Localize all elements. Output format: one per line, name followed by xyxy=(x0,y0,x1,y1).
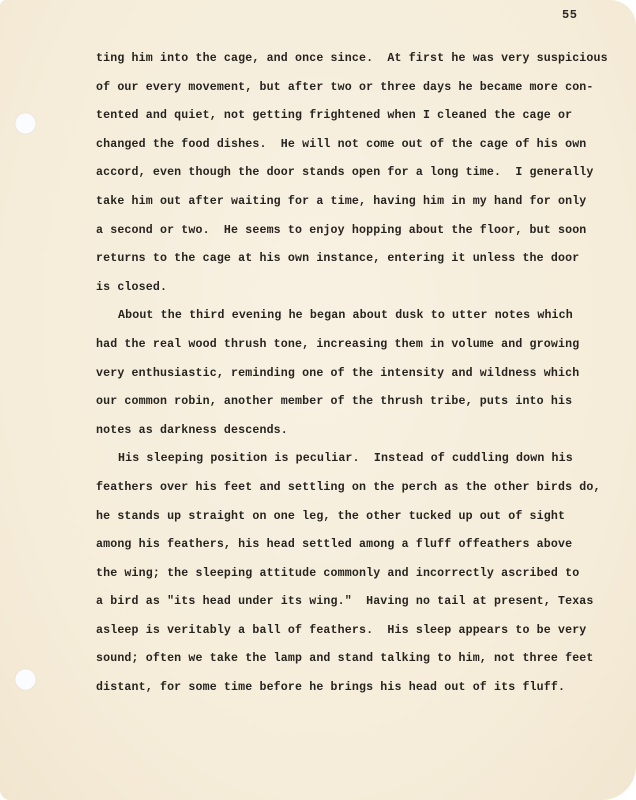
text-line: feathers over his feet and settling on the perch as the other birds do, xyxy=(96,480,601,494)
paragraph-2 xyxy=(96,307,596,450)
text-line: changed the food dishes. He will not come out of the cage of his own xyxy=(96,137,587,151)
punch-hole-bottom xyxy=(15,669,36,690)
text-line: asleep is veritably a ball of feathers. His sleep appears to be very xyxy=(96,623,587,637)
text-line: very enthusiastic, reminding one of the intensity and wildness which xyxy=(96,366,580,380)
paragraph-1 xyxy=(96,50,608,307)
page-number: 55 xyxy=(562,8,578,22)
text-line: a bird as "its head under its wing." Having no tail at present, Texas xyxy=(96,595,594,609)
text-line: distant, for some time before he brings his head out of its fluff. xyxy=(96,681,566,695)
text-line: a second or two. He seems to enjoy hopping about the floor, but soon xyxy=(96,223,587,237)
text-line: the wing; the sleeping attitude commonly and incorrectly ascribed to xyxy=(96,566,580,580)
text-line: among his feathers, his head settled among a fluff offeathers above xyxy=(96,538,573,552)
text-line: notes as darkness descends. xyxy=(96,423,288,437)
text-line: ting him into the cage, and once since. At first he was very suspicious xyxy=(96,52,608,65)
punch-hole-top xyxy=(15,113,36,134)
text-line: had the real wood thrush tone, increasing them in volume and growing xyxy=(96,337,580,351)
text-line: accord, even though the door stands open for a long time. I generally xyxy=(96,166,594,180)
text-line: returns to the cage at his own instance, entering it unless the door xyxy=(96,252,580,266)
text-line: of our every movement, but after two or three days he became more con- xyxy=(96,80,594,94)
typed-body xyxy=(96,50,608,708)
text-line: His sleeping position is peculiar. Instead of cuddling down his xyxy=(118,452,573,466)
text-line: he stands up straight on one leg, the other tucked up out of sight xyxy=(96,509,566,523)
text-line: take him out after waiting for a time, having him in my hand for only xyxy=(96,194,587,208)
paragraph-3 xyxy=(96,450,601,707)
text-line: is closed. xyxy=(96,280,168,294)
text-line: our common robin, another member of the thrush tribe, puts into his xyxy=(96,395,573,409)
text-line: sound; often we take the lamp and stand talking to him, not three feet xyxy=(96,652,594,666)
text-line: About the third evening he began about dusk to utter notes which xyxy=(118,309,573,323)
text-line: tented and quiet, not getting frightened when I cleaned the cage or xyxy=(96,109,573,123)
